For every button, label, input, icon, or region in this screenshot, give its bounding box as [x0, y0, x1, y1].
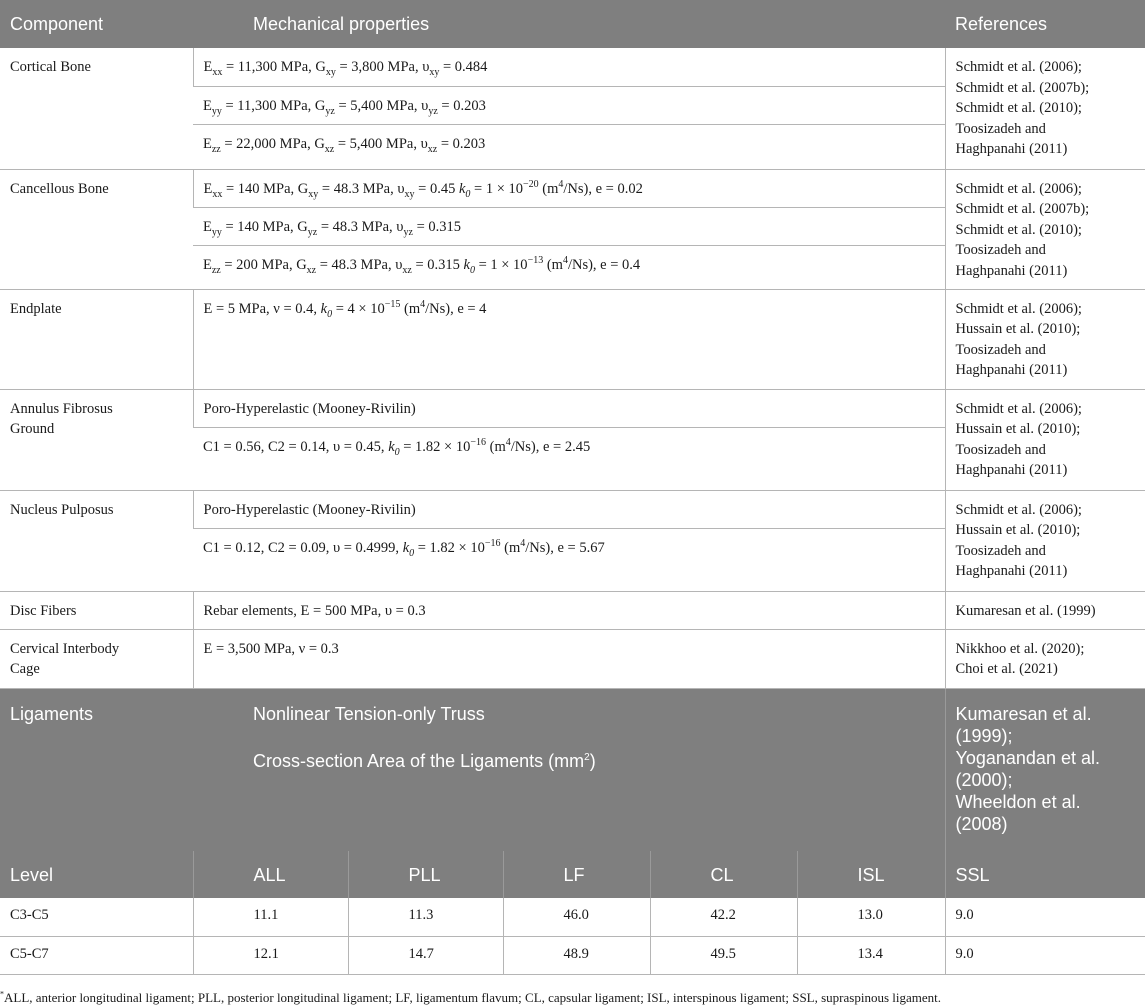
ligaments-references: Kumaresan et al. (1999); Yoganandan et al. (2000); Wheeldon et al. (2008) [945, 688, 1145, 851]
cl-cell: 42.2 [650, 898, 797, 936]
header-references: References [955, 14, 1048, 34]
nucleus-references: Schmidt et al. (2006); Hussain et al. (2010); Toosizadeh and Haghpanahi (2011) [945, 490, 1145, 591]
component-annulus-fibrosus-ground: Annulus Fibrosus Ground [0, 389, 193, 490]
pll-cell: 11.3 [348, 898, 503, 936]
cancellous-prop-1: $E_{xx} = 140$ MPa, $G_{xy} = 48.3$ MPa, $\upsilon_{xy} = 0.45$ $k_0 = 1 \times 10^{-20}$ $(m^4/Ns)$, e = 0.02 [193, 169, 945, 207]
ssl-cell: 9.0 [945, 898, 1145, 936]
component-nucleus-pulposus: Nucleus Pulposus [0, 490, 193, 591]
component-disc-fibers: Disc Fibers [0, 591, 193, 629]
table-row [0, 289, 1145, 389]
isl-cell: 13.0 [797, 898, 945, 936]
level-header-level: Level [0, 851, 193, 898]
component-cancellous-bone: Cancellous Bone [0, 169, 193, 289]
level-header-lf: LF [503, 851, 650, 898]
cortical-references: Schmidt et al. (2006); Schmidt et al. (2007b); Schmidt et al. (2010); Toosizadeh and Haghpanahi (2011) [945, 48, 1145, 169]
level-header-all: ALL [193, 851, 348, 898]
ssl-cell: 9.0 [945, 936, 1145, 974]
annulus-prop-1: Poro-Hyperelastic (Mooney-Rivilin) [193, 389, 945, 427]
nucleus-prop-2: C1 = 0.12, C2 = 0.09, υ = 0.4999, $k_0 = 1.82 \times 10^{-16}$ $(m^4/Ns)$, e = 5.67 [193, 528, 945, 591]
ligaments-truss: Nonlinear Tension-only Truss [193, 688, 945, 736]
cl-cell: 49.5 [650, 936, 797, 974]
component-cervical-interbody-cage: Cervical Interbody Cage [0, 629, 193, 688]
fibers-prop-1: Rebar elements, E = 500 MPa, υ = 0.3 [193, 591, 945, 629]
level-header-row [0, 851, 1145, 898]
table-row [0, 591, 1145, 629]
all-cell: 11.1 [193, 898, 348, 936]
cortical-prop-2: $E_{yy} = 11,300$ MPa, $G_{yz} = 5,400$ MPa, $\upsilon_{yz} = 0.203$ [193, 86, 945, 124]
table-row [0, 490, 1145, 528]
lf-cell: 48.9 [503, 936, 650, 974]
level-cell: C3-C5 [0, 898, 193, 936]
header-component: Component [10, 14, 104, 34]
table-row [0, 169, 1145, 207]
level-header-isl: ISL [797, 851, 945, 898]
table-row [0, 898, 1145, 936]
cage-references: Nikkhoo et al. (2020); Choi et al. (2021) [945, 629, 1145, 688]
ligaments-cross-section: Cross-section Area of the Ligaments $(mm^2)$ [193, 736, 945, 851]
cage-prop-1: E = 3,500 MPa, ν = 0.3 [193, 629, 945, 688]
table-row [0, 48, 1145, 86]
annulus-prop-2: C1 = 0.56, C2 = 0.14, υ = 0.45, $k_0 = 1.82 \times 10^{-16}$ $(m^4/Ns)$, e = 2.45 [193, 427, 945, 490]
ligaments-label: Ligaments [0, 688, 193, 851]
endplate-prop-1: E = 5 MPa, ν = 0.4, $k_0 = 4 \times 10^{-15}$ $(m^4/Ns)$, e = 4 [193, 289, 945, 389]
level-cell: C5-C7 [0, 936, 193, 974]
level-header-cl: CL [650, 851, 797, 898]
endplate-references: Schmidt et al. (2006); Hussain et al. (2010); Toosizadeh and Haghpanahi (2011) [945, 289, 1145, 389]
component-cortical-bone: Cortical Bone [0, 48, 193, 169]
isl-cell: 13.4 [797, 936, 945, 974]
table-row [0, 936, 1145, 974]
annulus-references: Schmidt et al. (2006); Hussain et al. (2010); Toosizadeh and Haghpanahi (2011) [945, 389, 1145, 490]
component-endplate: Endplate [0, 289, 193, 389]
header-mechanical-properties: Mechanical properties [253, 14, 430, 34]
level-header-ssl: SSL [945, 851, 1145, 898]
cancellous-references: Schmidt et al. (2006); Schmidt et al. (2007b); Schmidt et al. (2010); Toosizadeh and Haghpanahi (2011) [945, 169, 1145, 289]
table-header-row [0, 0, 1145, 48]
ligaments-row [0, 688, 1145, 736]
cancellous-prop-2: $E_{yy} = 140$ MPa, $G_{yz} = 48.3$ MPa, $\upsilon_{yz} = 0.315$ [193, 207, 945, 245]
lf-cell: 46.0 [503, 898, 650, 936]
all-cell: 12.1 [193, 936, 348, 974]
nucleus-prop-1: Poro-Hyperelastic (Mooney-Rivilin) [193, 490, 945, 528]
level-header-pll: PLL [348, 851, 503, 898]
table-footnote: *ALL, anterior longitudinal ligament; PLL, posterior longitudinal ligament; LF, ligamentum flavum; CL, capsular ligament; ISL, interspinous ligament; SSL, supraspinous ligament. [0, 989, 941, 1005]
table-row [0, 629, 1145, 688]
table-row [0, 389, 1145, 427]
pll-cell: 14.7 [348, 936, 503, 974]
cortical-prop-3: $E_{zz} = 22,000$ MPa, $G_{xz} = 5,400$ MPa, $\upsilon_{xz} = 0.203$ [193, 124, 945, 169]
cortical-prop-1: $E_{xx} = 11,300$ MPa, $G_{xy} = 3,800$ MPa, $\upsilon_{xy} = 0.484$ [193, 48, 945, 86]
fibers-references: Kumaresan et al. (1999) [945, 591, 1145, 629]
cancellous-prop-3: $E_{zz} = 200$ MPa, $G_{xz} = 48.3$ MPa, $\upsilon_{xz} = 0.315$ $k_0 = 1 \times 10^{-13}$ $(m^4/Ns)$, e = 0.4 [193, 245, 945, 289]
